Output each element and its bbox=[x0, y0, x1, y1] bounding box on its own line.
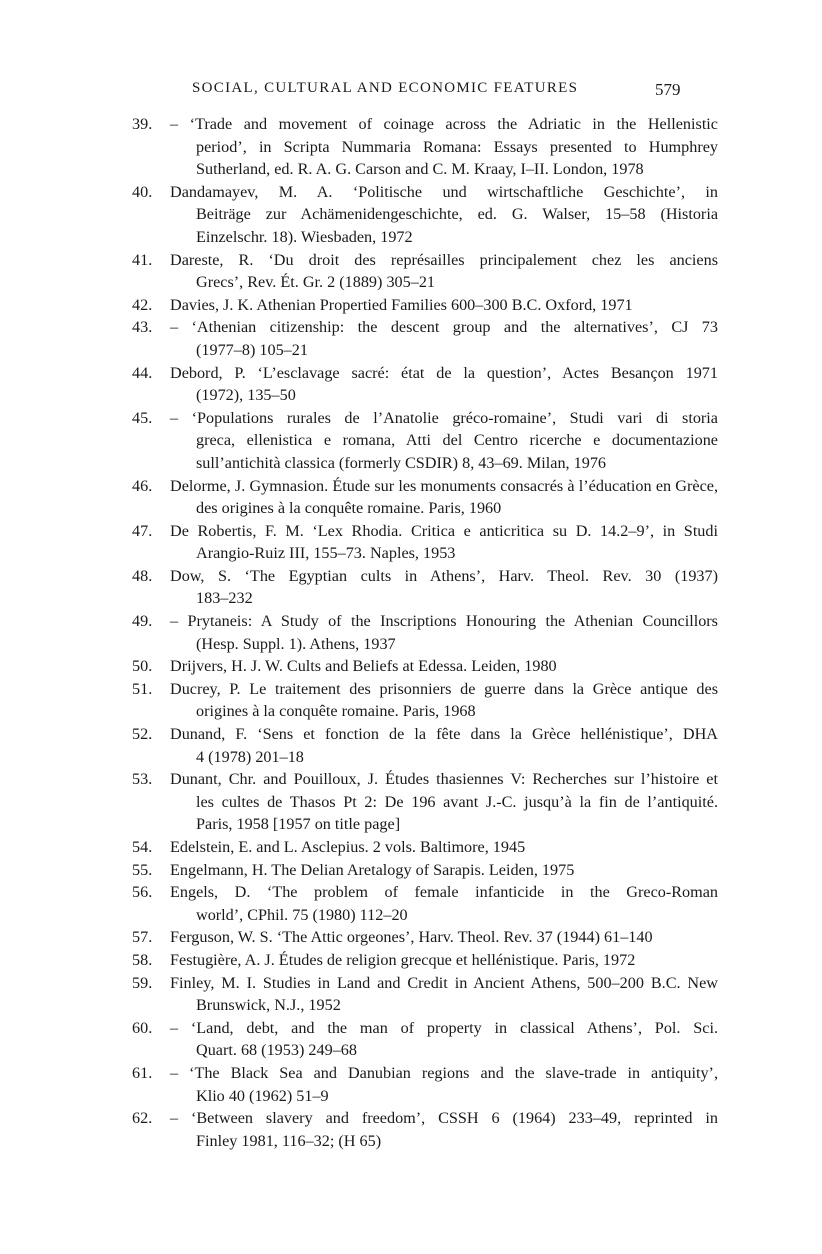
entry-line: Dandamayev, M. A. ‘Politische und wirtschaftliche Geschichte’, in bbox=[170, 182, 718, 201]
entry-line: (1972), 135–50 bbox=[196, 386, 296, 405]
entry-number: 47. bbox=[132, 521, 153, 540]
bibliography-entry bbox=[132, 723, 718, 768]
entry-line: Dunant, Chr. and Pouilloux, J. Études thasiennes V: Recherches sur l’histoire et bbox=[170, 770, 718, 789]
bibliography-entry bbox=[132, 859, 718, 882]
entry-number: 49. bbox=[132, 612, 153, 631]
bibliography-list bbox=[132, 113, 718, 1152]
entry-number: 50. bbox=[132, 657, 153, 676]
bibliography-entry bbox=[132, 113, 718, 181]
bibliography-entry bbox=[132, 768, 718, 836]
entry-line: Dareste, R. ‘Du droit des représailles principalement chez les anciens bbox=[170, 250, 718, 269]
bibliography-entry bbox=[132, 678, 718, 723]
entry-line: greca, ellenistica e romana, Atti del Centro ricerche e documentazione bbox=[196, 431, 718, 450]
entry-line: – ‘Athenian citizenship: the descent group and the alternatives’, CJ 73 bbox=[170, 318, 718, 337]
entry-line: Engelmann, H. The Delian Aretalogy of Sarapis. Leiden, 1975 bbox=[170, 860, 575, 879]
entry-line: – Prytaneis: A Study of the Inscriptions Honouring the Athenian Councillors bbox=[170, 612, 718, 631]
entry-line: Paris, 1958 [1957 on title page] bbox=[196, 815, 401, 834]
entry-line: Ducrey, P. Le traitement des prisonniers de guerre dans la Grèce antique des bbox=[170, 679, 718, 698]
entry-line: 4 (1978) 201–18 bbox=[196, 747, 304, 766]
bibliography-entry bbox=[132, 249, 718, 294]
entry-line: Delorme, J. Gymnasion. Étude sur les monuments consacrés à l’éducation en Grèce, bbox=[170, 476, 718, 495]
entry-line: – ‘Populations rurales de l’Anatolie gréco-romaine’, Studi vari di storia bbox=[170, 408, 718, 427]
entry-number: 39. bbox=[132, 115, 153, 133]
bibliography-entry bbox=[132, 362, 718, 407]
entry-number: 45. bbox=[132, 408, 153, 427]
entry-line: Sutherland, ed. R. A. G. Carson and C. M. Kraay, I–II. London, 1978 bbox=[196, 160, 644, 179]
entry-number: 60. bbox=[132, 1018, 153, 1037]
entry-number: 41. bbox=[132, 250, 153, 269]
bibliography-entry bbox=[132, 972, 718, 1017]
entry-line: Engels, D. ‘The problem of female infanticide in the Greco-Roman bbox=[170, 883, 718, 902]
bibliography-entry bbox=[132, 1107, 718, 1152]
entry-line: – ‘Between slavery and freedom’, CSSH 6 (1964) 233–49, reprinted in bbox=[170, 1109, 718, 1128]
entry-line: Dunand, F. ‘Sens et fonction de la fête dans la Grèce hellénistique’, DHA bbox=[170, 725, 718, 744]
entry-number: 52. bbox=[132, 725, 153, 744]
entry-line: les cultes de Thasos Pt 2: De 196 avant J.-C. jusqu’à la fin de l’antiquité. bbox=[196, 792, 718, 811]
entry-line: De Robertis, F. M. ‘Lex Rhodia. Critica e anticritica su D. 14.2–9’, in Studi bbox=[170, 521, 718, 540]
entry-line: Arangio-Ruiz III, 155–73. Naples, 1953 bbox=[196, 544, 456, 563]
entry-line: Grecs’, Rev. Ét. Gr. 2 (1889) 305–21 bbox=[196, 273, 436, 292]
entry-number: 56. bbox=[132, 883, 153, 902]
bibliography-entry bbox=[132, 1017, 718, 1062]
entry-line: Finley, M. I. Studies in Land and Credit in Ancient Athens, 500–200 B.C. New bbox=[170, 973, 718, 992]
entry-line: Drijvers, H. J. W. Cults and Beliefs at Edessa. Leiden, 1980 bbox=[170, 657, 557, 676]
entry-number: 43. bbox=[132, 318, 153, 337]
running-head-title: SOCIAL, CULTURAL AND ECONOMIC FEATURES bbox=[192, 80, 579, 96]
bibliography-entry bbox=[132, 520, 718, 565]
entry-line: Dow, S. ‘The Egyptian cults in Athens’, Harv. Theol. Rev. 30 (1937) bbox=[170, 566, 718, 585]
entry-line: 183–232 bbox=[196, 589, 253, 608]
running-header bbox=[0, 80, 822, 102]
entry-line: (1977–8) 105–21 bbox=[196, 340, 308, 359]
entry-number: 51. bbox=[132, 679, 153, 698]
entry-number: 48. bbox=[132, 566, 153, 585]
entry-number: 46. bbox=[132, 476, 153, 495]
bibliography-entry bbox=[132, 181, 718, 249]
entry-line: – ‘The Black Sea and Danubian regions and the slave-trade in antiquity’, bbox=[170, 1063, 718, 1082]
bibliography-entry bbox=[132, 1062, 718, 1107]
entry-number: 58. bbox=[132, 950, 153, 969]
entry-number: 59. bbox=[132, 973, 153, 992]
entry-number: 54. bbox=[132, 838, 153, 856]
entry-number: 57. bbox=[132, 928, 153, 947]
entry-line: Klio 40 (1962) 51–9 bbox=[196, 1086, 329, 1105]
page-number: 579 bbox=[655, 80, 681, 99]
entry-number: 61. bbox=[132, 1063, 153, 1082]
bibliography-entry bbox=[132, 949, 718, 972]
entry-line: Debord, P. ‘L’esclavage sacré: état de la question’, Actes Besançon 1971 bbox=[170, 363, 718, 382]
entry-line: Edelstein, E. and L. Asclepius. 2 vols. Baltimore, 1945 bbox=[170, 838, 526, 856]
entry-line: – ‘Land, debt, and the man of property in classical Athens’, Pol. Sci. bbox=[170, 1018, 718, 1037]
entry-line: Beiträge zur Achämenidengeschichte, ed. G. Walser, 15–58 (Historia bbox=[196, 205, 718, 224]
bibliography-entry bbox=[132, 836, 718, 859]
entry-line: Quart. 68 (1953) 249–68 bbox=[196, 1041, 357, 1060]
entry-number: 40. bbox=[132, 182, 153, 201]
bibliography-entry bbox=[132, 316, 718, 361]
entry-line: – ‘Trade and movement of coinage across the Adriatic in the Hellenistic bbox=[170, 115, 718, 133]
entry-line: sull’antichità classica (formerly CSDIR) 8, 43–69. Milan, 1976 bbox=[196, 453, 607, 472]
entry-line: world’, CPhil. 75 (1980) 112–20 bbox=[196, 905, 408, 924]
bibliography-entry bbox=[132, 475, 718, 520]
entry-line: (Hesp. Suppl. 1). Athens, 1937 bbox=[196, 634, 396, 653]
entry-number: 44. bbox=[132, 363, 153, 382]
entry-line: Einzelschr. 18). Wiesbaden, 1972 bbox=[196, 227, 413, 246]
entry-number: 42. bbox=[132, 295, 153, 314]
entry-line: period’, in Scripta Nummaria Romana: Essays presented to Humphrey bbox=[196, 137, 718, 156]
bibliography-entry bbox=[132, 294, 718, 317]
bibliography-entry bbox=[132, 610, 718, 655]
entry-line: Ferguson, W. S. ‘The Attic orgeones’, Harv. Theol. Rev. 37 (1944) 61–140 bbox=[170, 928, 653, 947]
bibliography-entry bbox=[132, 565, 718, 610]
entry-line: origines à la conquête romaine. Paris, 1968 bbox=[196, 702, 476, 721]
entry-number: 62. bbox=[132, 1109, 153, 1128]
entry-line: Brunswick, N.J., 1952 bbox=[196, 996, 341, 1015]
entry-line: des origines à la conquête romaine. Paris, 1960 bbox=[196, 499, 502, 518]
bibliography-entry bbox=[132, 407, 718, 475]
entry-number: 55. bbox=[132, 860, 153, 879]
bibliography-entry bbox=[132, 655, 718, 678]
entry-line: Davies, J. K. Athenian Propertied Families 600–300 B.C. Oxford, 1971 bbox=[170, 295, 633, 314]
entry-line: Finley 1981, 116–32; (H 65) bbox=[196, 1131, 382, 1150]
bibliography-entry bbox=[132, 881, 718, 926]
bibliography-entry bbox=[132, 926, 718, 949]
entry-line: Festugière, A. J. Études de religion grecque et hellénistique. Paris, 1972 bbox=[170, 950, 636, 969]
entry-number: 53. bbox=[132, 770, 153, 789]
